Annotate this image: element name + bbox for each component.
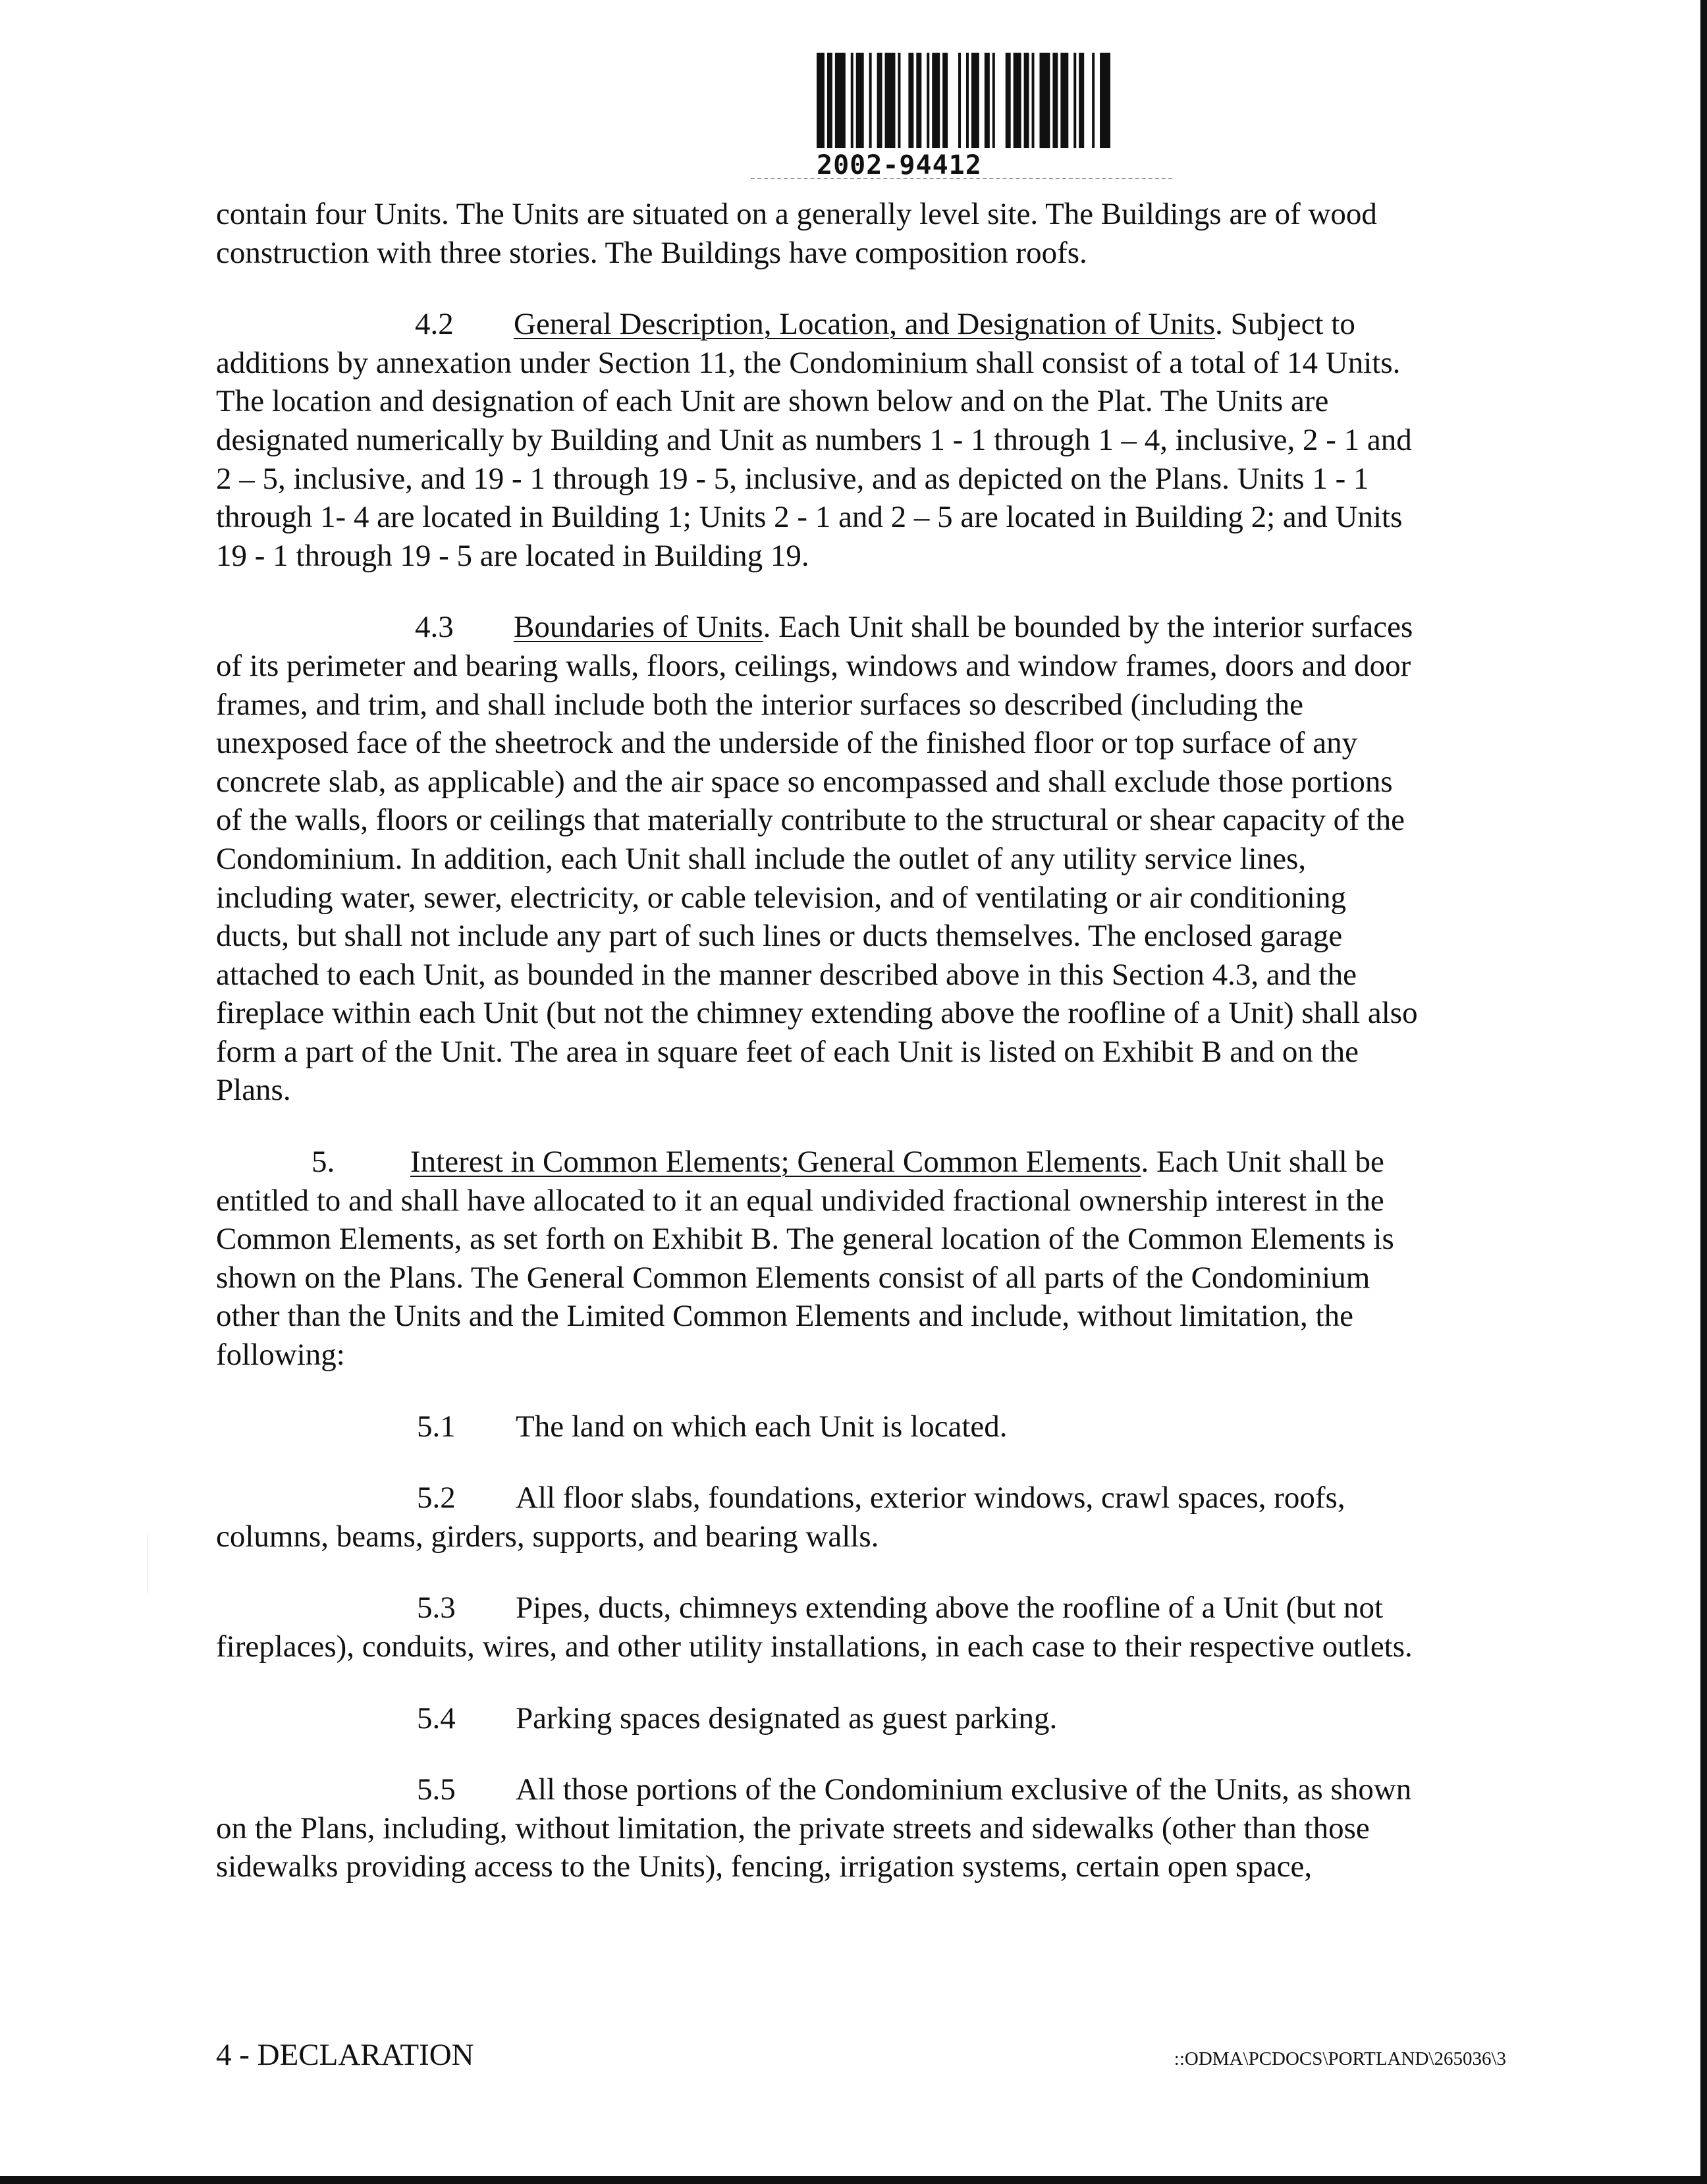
barcode-bar (932, 53, 940, 148)
text-line: fireplaces), conduits, wires, and other utility installations, in each case to their respective outlets. (216, 1629, 1413, 1664)
text-line: entitled to and shall have allocated to it an equal undivided fractional ownership interest in the (216, 1183, 1384, 1218)
barcode-bar (856, 53, 864, 148)
barcode-bar (908, 53, 913, 148)
section-heading: Boundaries of Units (514, 610, 763, 645)
text-line: other than the Units and the Limited Common Elements and include, without limitation, the (216, 1299, 1353, 1334)
text-line: attached to each Unit, as bounded in the manner described above in this Section 4.3, and the (216, 957, 1357, 992)
barcode-bar (1052, 53, 1058, 148)
text-line: Pipes, ducts, chimneys extending above the roofline of a Unit (but not (516, 1591, 1384, 1625)
barcode-bar (898, 53, 900, 148)
text-line: on the Plans, including, without limitation, the private streets and sidewalks (other than those (216, 1811, 1370, 1845)
text-line: 2 – 5, inclusive, and 19 - 1 through 19 - 5, inclusive, and as depicted on the Plans. Units 1 - 1 (216, 461, 1369, 496)
section-5-1 (216, 1407, 1507, 1446)
section-heading: Interest in Common Elements; General Common Elements (410, 1145, 1141, 1180)
text-line: All those portions of the Condominium exclusive of the Units, as shown (516, 1772, 1412, 1807)
text-line: of its perimeter and bearing walls, floors, ceilings, windows and window frames, doors and door (216, 648, 1411, 683)
barcode-rule (751, 178, 1172, 179)
footer-page-label: 4 - DECLARATION (216, 2038, 474, 2072)
section-5 (216, 1143, 1507, 1375)
barcode-bar (1014, 53, 1021, 148)
barcode-bar (1073, 53, 1076, 148)
text-line: unexposed face of the sheetrock and the underside of the finished floor or top surface of any (216, 726, 1358, 761)
section-4-2 (216, 305, 1507, 575)
barcode-bar (966, 53, 969, 148)
text-line: including water, sewer, electricity, or cable television, and of ventilating or air conditioning (216, 880, 1346, 915)
paragraph-intro (216, 195, 1507, 272)
barcode-bar (1100, 53, 1110, 148)
text-line: construction with three stories. The Buildings have composition roofs. (216, 235, 1087, 270)
text-line: sidewalks providing access to the Units), fencing, irrigation systems, certain open space, (216, 1849, 1313, 1884)
text-line: Common Elements, as set forth on Exhibit B. The general location of the Common Elements is (216, 1222, 1394, 1257)
text-line: columns, beams, girders, supports, and bearing walls. (216, 1519, 879, 1554)
section-5-5 (216, 1770, 1507, 1886)
section-number: 5.5 (417, 1772, 456, 1807)
text-line: fireplace within each Unit (but not the chimney extending above the roofline of a Unit) shall also (216, 996, 1418, 1031)
barcode-bar (851, 53, 853, 148)
barcode-bar (1006, 53, 1011, 148)
barcode-bar (1060, 53, 1068, 148)
barcode-bar (1039, 53, 1050, 148)
section-number: 5.1 (417, 1409, 456, 1444)
section-heading: General Description, Location, and Designation of Units (514, 307, 1216, 342)
text-line: . Each Unit shall be (1141, 1145, 1384, 1180)
text-line: of the walls, floors or ceilings that materially contribute to the structural or shear capacity of the (216, 803, 1405, 838)
text-line: ducts, but shall not include any part of such lines or ducts themselves. The enclosed garage (216, 919, 1343, 954)
section-number: 5.4 (417, 1701, 456, 1735)
section-4-3 (216, 608, 1507, 1110)
barcode-bar (992, 53, 995, 148)
barcode-bar (1092, 53, 1095, 148)
barcode-bar (869, 53, 872, 148)
section-number: 4.2 (415, 307, 454, 342)
barcode-bar (835, 53, 846, 148)
barcode-bars (817, 53, 1113, 148)
text-line: designated numerically by Building and Unit as numbers 1 - 1 through 1 – 4, inclusive, 2 - 1 and (216, 422, 1412, 457)
text-line: contain four Units. The Units are situated on a generally level site. The Buildings are of wood (216, 197, 1377, 231)
barcode-bar (1024, 53, 1029, 148)
text-line: The location and designation of each Unit are shown below and on the Plat. The Units are (216, 384, 1329, 419)
barcode-bar (958, 53, 961, 148)
section-5-3 (216, 1589, 1507, 1666)
section-number: 5. (312, 1145, 335, 1180)
text-line: . Subject to (1215, 307, 1355, 342)
text-line: All floor slabs, foundations, exterior windows, crawl spaces, roofs, (516, 1481, 1345, 1515)
barcode-bar (877, 53, 882, 148)
barcode-stamp (751, 53, 1172, 178)
text-line: concrete slab, as applicable) and the air space so encompassed and shall exclude those portions (216, 764, 1393, 799)
text-line: frames, and trim, and shall include both the interior surfaces so described (including the (216, 687, 1304, 722)
barcode-bar (1032, 53, 1035, 148)
barcode-number: 2002-94412 (817, 150, 982, 180)
barcode-bar (985, 53, 990, 148)
text-line: through 1- 4 are located in Building 1; Units 2 - 1 and 2 – 5 are located in Building 2; and Units (216, 500, 1403, 535)
barcode-bar (942, 53, 948, 148)
barcode-bar (927, 53, 929, 148)
page-border-right (1700, 0, 1707, 2184)
barcode-bar (817, 53, 825, 148)
barcode-bar (885, 53, 896, 148)
text-line: additions by annexation under Section 11, the Condominium shall consist of a total of 14 Units. (216, 345, 1401, 380)
text-line: . Each Unit shall be bounded by the interior surfaces (763, 610, 1413, 645)
text-line: Parking spaces designated as guest parking. (516, 1701, 1058, 1735)
text-line: form a part of the Unit. The area in square feet of each Unit is listed on Exhibit B and on the (216, 1034, 1359, 1069)
barcode-bar (827, 53, 832, 148)
barcode-bar (916, 53, 921, 148)
footer-doc-path: ::ODMA\PCDOCS\PORTLAND\265036\3 (1174, 2048, 1506, 2069)
text-line: Plans. (216, 1073, 291, 1108)
section-5-2 (216, 1479, 1507, 1556)
section-number: 4.3 (415, 610, 454, 645)
document-body (216, 195, 1507, 1886)
barcode-bar (1079, 53, 1084, 148)
text-line: following: (216, 1338, 345, 1373)
text-line: shown on the Plans. The General Common Elements consist of all parts of the Condominium (216, 1260, 1370, 1295)
page-border-bottom (0, 2176, 1707, 2184)
text-line: The land on which each Unit is located. (516, 1409, 1008, 1444)
section-number: 5.2 (417, 1481, 456, 1515)
section-number: 5.3 (417, 1591, 456, 1625)
barcode-bar (971, 53, 979, 148)
text-line: 19 - 1 through 19 - 5 are located in Building 19. (216, 538, 809, 573)
text-line: Condominium. In addition, each Unit shall include the outlet of any utility service lines, (216, 841, 1307, 876)
section-5-4 (216, 1699, 1507, 1738)
